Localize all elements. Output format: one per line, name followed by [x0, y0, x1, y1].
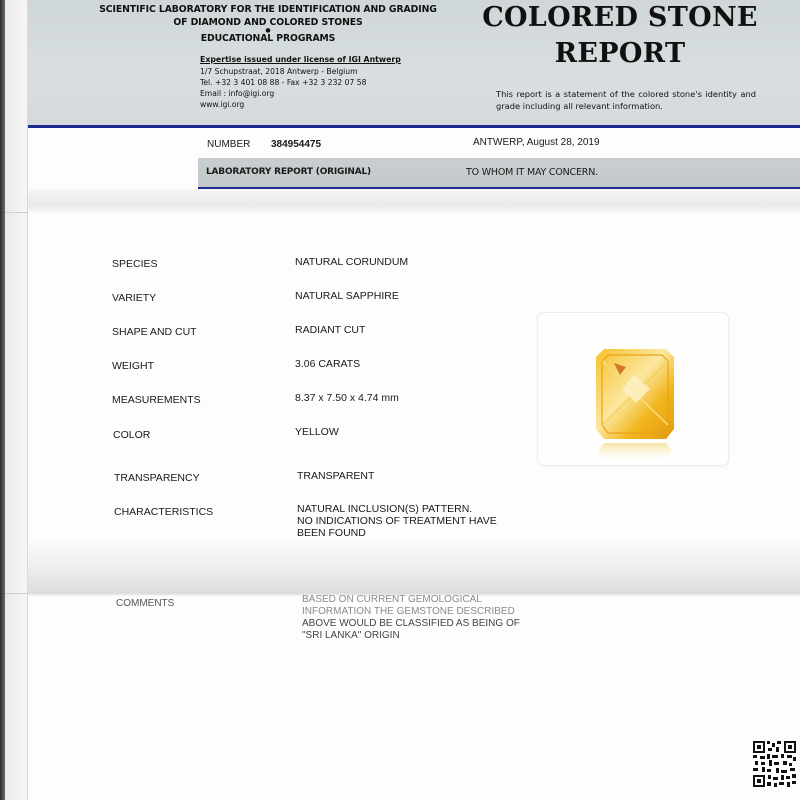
website: www.igi.org: [200, 100, 245, 109]
spec-label-measurements: MEASUREMENTS: [112, 394, 201, 406]
phone-fax: Tel. +32 3 401 08 88 - Fax +32 3 232 07 58: [200, 78, 367, 87]
lab-title-line: OF DIAMOND AND COLORED STONES: [173, 16, 363, 28]
lab-title: [88, 4, 448, 46]
characteristics-line: BEEN FOUND: [297, 527, 366, 539]
spec-value-variety: NATURAL SAPPHIRE: [295, 290, 399, 302]
comment-line: INFORMATION THE GEMSTONE DESCRIBED: [302, 606, 515, 617]
spec-value-weight: 3.06 CARATS: [295, 358, 361, 370]
spec-label-transparency: TRANSPARENCY: [114, 472, 200, 484]
comments-label: COMMENTS: [116, 598, 175, 609]
characteristics-line: NO INDICATIONS OF TREATMENT HAVE: [297, 515, 497, 527]
license-block: [200, 54, 401, 110]
report-title-line2: REPORT: [554, 38, 686, 69]
comment-line: "SRI LANKA" ORIGIN: [302, 630, 400, 641]
report-type-band: [198, 158, 800, 188]
page-margin-strip: [5, 0, 28, 800]
spec-label-color: COLOR: [113, 429, 151, 441]
comment-line: BASED ON CURRENT GEMOLOGICAL: [302, 594, 482, 605]
spec-value-measurements: 8.37 x 7.50 x 4.74 mm: [295, 392, 399, 404]
comments-text: [302, 594, 552, 642]
spec-label-weight: WEIGHT: [112, 360, 154, 372]
addressee: TO WHOM IT MAY CONCERN.: [466, 167, 598, 178]
spec-label-species: SPECIES: [112, 258, 158, 270]
comment-line: ABOVE WOULD BE CLASSIFIED AS BEING OF: [302, 618, 520, 629]
yellow-sapphire-icon: [594, 345, 678, 465]
report-title: [440, 0, 800, 72]
gemstone-photo: [538, 313, 728, 465]
spec-label-variety: VARIETY: [112, 292, 157, 304]
spec-label-characteristics: CHARACTERISTICS: [114, 506, 214, 518]
margin-divider: [5, 593, 27, 594]
report-title-line1: COLORED STONE: [482, 2, 758, 33]
number-value: 384954475: [271, 139, 322, 150]
spec-value-color: YELLOW: [295, 426, 339, 438]
number-label: NUMBER: [207, 139, 251, 150]
spec-value-shape: RADIANT CUT: [295, 324, 366, 336]
paper-fold-shadow: [28, 540, 800, 596]
spec-value-transparency: TRANSPARENT: [297, 470, 375, 482]
report-description: This report is a statement of the colored stone's identity and grade including all relevant information.: [496, 89, 756, 111]
lab-title-line: EDUCATIONAL PROGRAMS: [200, 33, 336, 44]
qr-code-icon: [752, 740, 797, 788]
report-header: [28, 0, 800, 126]
paper-fold-shadow: [28, 189, 800, 213]
spec-value-species: NATURAL CORUNDUM: [295, 256, 409, 268]
address: 1/7 Schupstraat, 2018 Antwerp - Belgium: [200, 67, 358, 76]
email: Email : info@igi.org: [200, 89, 275, 98]
bullet-dot-icon: ●: [265, 27, 271, 34]
lab-title-line: SCIENTIFIC LABORATORY FOR THE IDENTIFICATION AND GRADING: [99, 4, 437, 15]
characteristics-line: NATURAL INCLUSION(S) PATTERN.: [297, 503, 473, 515]
report-type: LABORATORY REPORT (ORIGINAL): [206, 167, 371, 177]
header-divider: [28, 125, 800, 128]
margin-divider: [5, 212, 27, 213]
license-heading: Expertise issued under license of IGI Antwerp: [200, 55, 401, 64]
spec-label-shape: SHAPE AND CUT: [112, 326, 197, 338]
spec-value-characteristics: [297, 503, 537, 539]
place-date: ANTWERP, August 28, 2019: [473, 137, 600, 148]
